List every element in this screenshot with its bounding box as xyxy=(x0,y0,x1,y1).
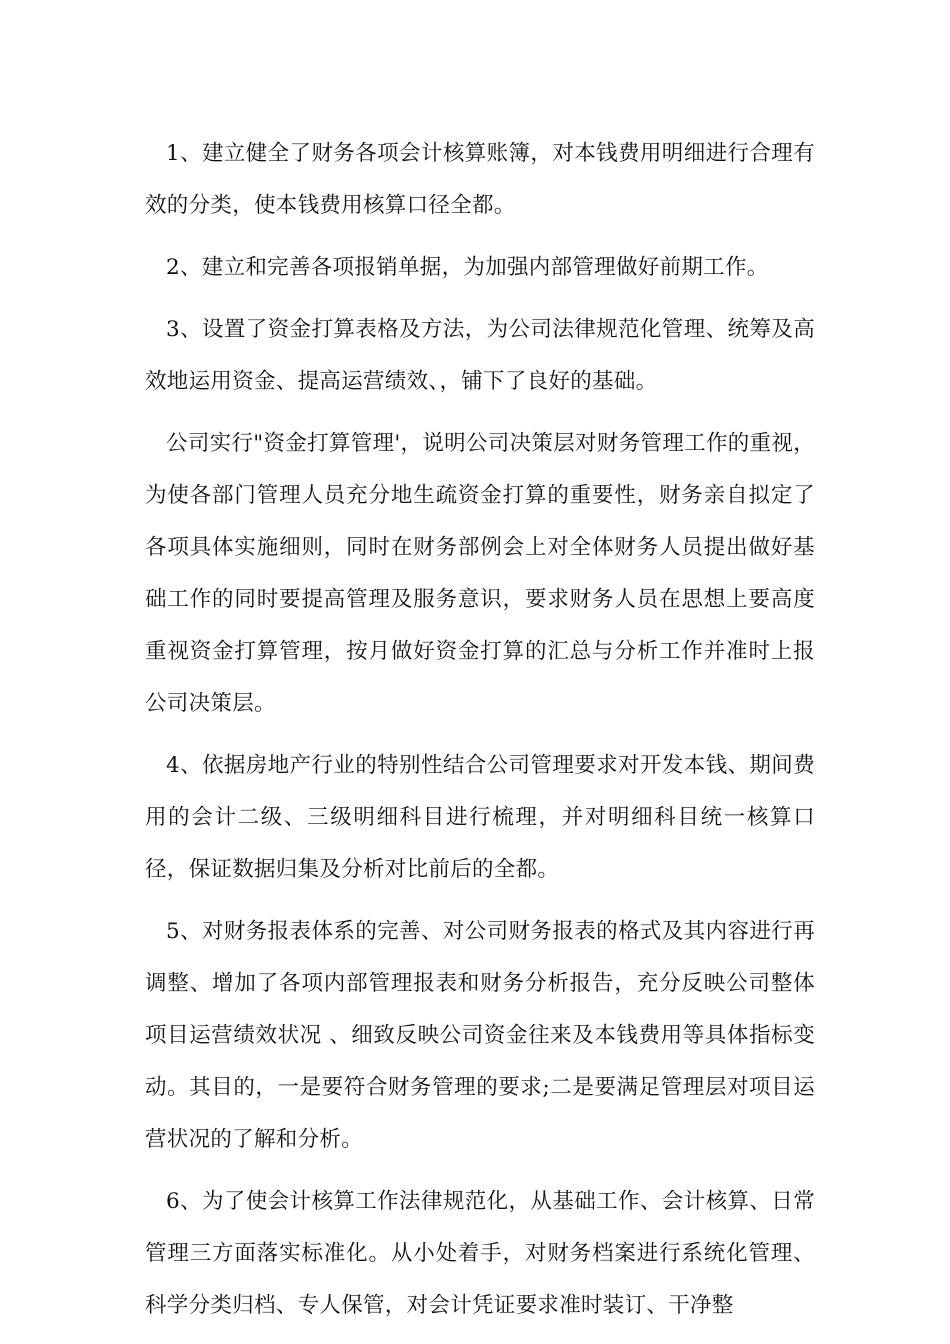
paragraph-6: 5、对财务报表体系的完善、对公司财务报表的格式及其内容进行再调整、增加了各项内部管理报表和财务分析报告，充分反映公司整体项目运营绩效状况 、细致反映公司资金往来及本钱费用等具体指标变动。其目的，一是要符合财务管理的要求;二是要满足管理层对项目运营状况的了解和分析。 xyxy=(145,919,815,1152)
paragraph-4: 公司实行"资金打算管理'，说明公司决策层对财务管理工作的重视，为使各部门管理人员充分地生疏资金打算的重要性，财务亲自拟定了各项具体实施细则，同时在财务部例会上对全体财务人员提出做好基础工作的同时要提高管理及服务意识，要求财务人员在思想上要高度重视资金打算管理，按月做好资金打算的汇总与分析工作并准时上报公司决策层。 xyxy=(145,431,815,716)
paragraph-5: 4、依据房地产行业的特别性结合公司管理要求对开发本钱、期间费用的会计二级、三级明细科目进行梳理，并对明细科目统一核算口径，保证数据归集及分析对比前后的全都。 xyxy=(145,753,815,882)
document-body xyxy=(145,128,815,1342)
paragraph-3: 3、设置了资金打算表格及方法，为公司法律规范化管理、统筹及高效地运用资金、提高运营绩效、，铺下了良好的基础。 xyxy=(145,317,815,394)
paragraph-2: 2、建立和完善各项报销单据，为加强内部管理做好前期工作。 xyxy=(166,255,769,280)
paragraph-1: 1、建立健全了财务各项会计核算账簿，对本钱费用明细进行合理有效的分类，使本钱费用核算口径全都。 xyxy=(145,141,815,218)
paragraph-7: 6、为了使会计核算工作法律规范化，从基础工作、会计核算、日常管理三方面落实标准化。从小处着手，对财务档案进行系统化管理、科学分类归档、专人保管，对会计凭证要求准时装订、干净整 xyxy=(145,1189,815,1318)
